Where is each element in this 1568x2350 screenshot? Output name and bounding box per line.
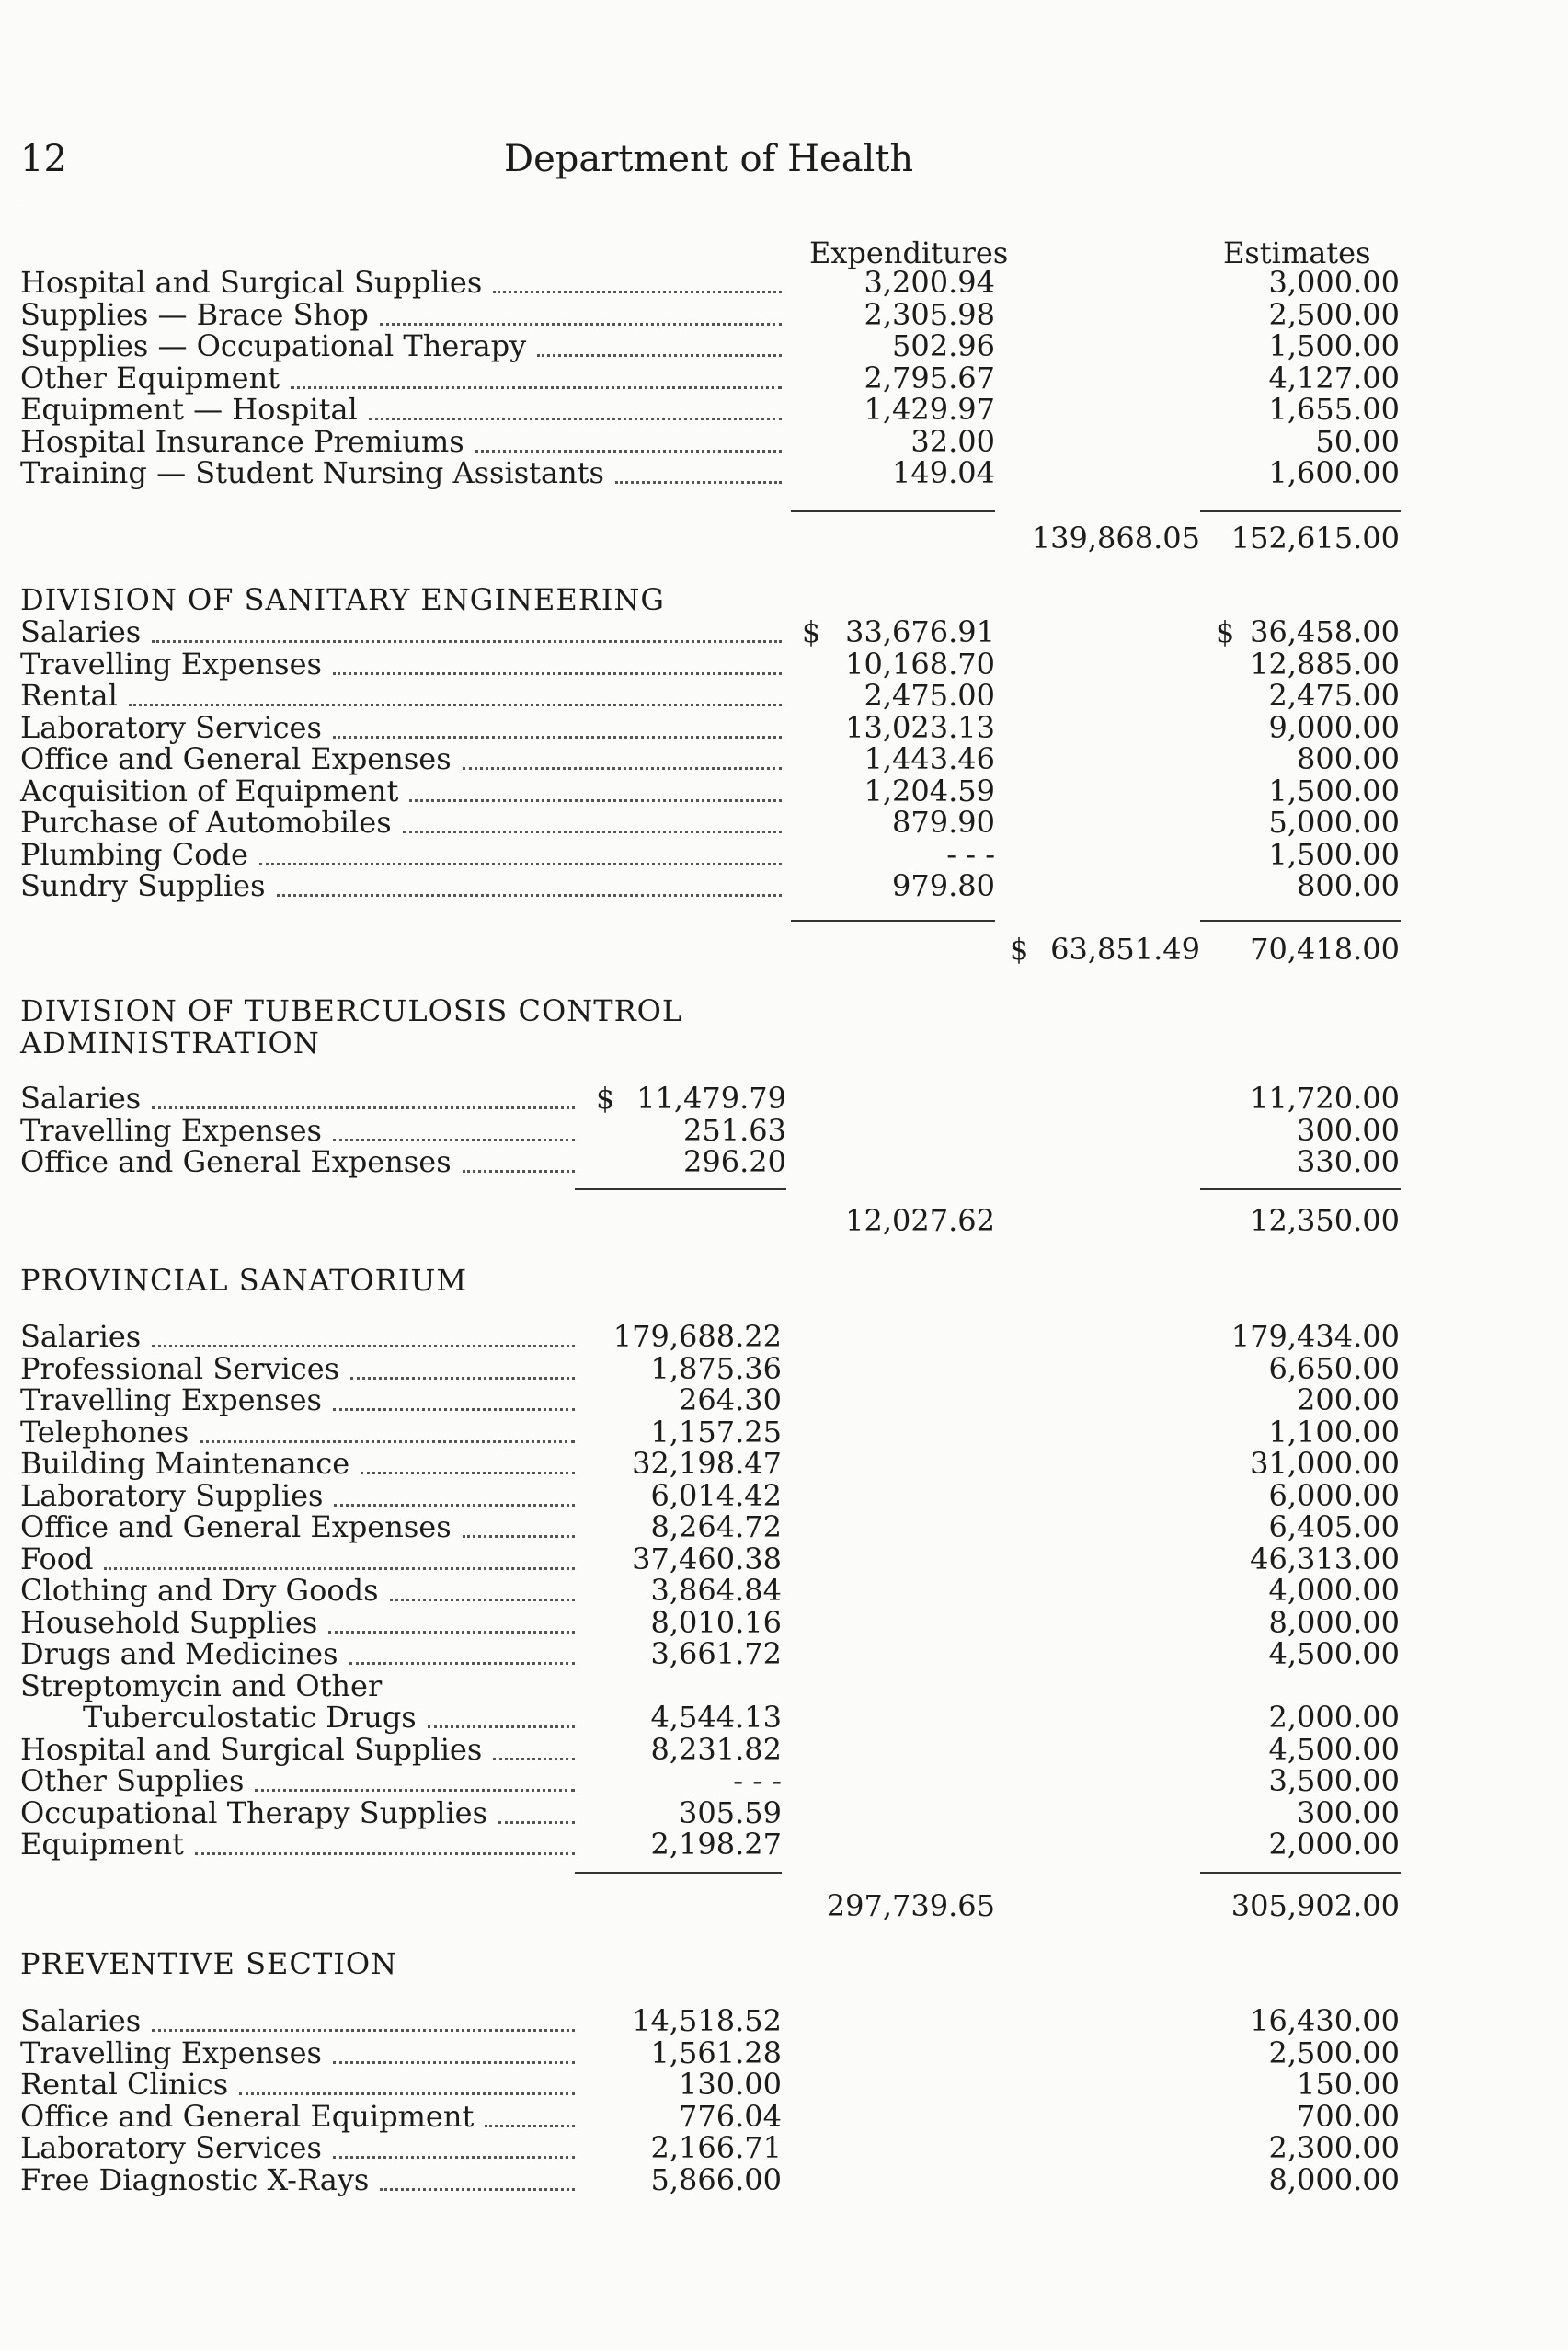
- line-item-label: Salaries: [20, 1319, 142, 1354]
- line-item-label: Office and General Expenses: [20, 741, 452, 776]
- leader-dots: [333, 736, 782, 739]
- leader-dots: [390, 1599, 575, 1601]
- expenditure-value: 130.00: [679, 2067, 782, 2102]
- leader-dots: [409, 799, 782, 802]
- expenditure-value: 1,429.97: [864, 392, 995, 427]
- estimate-total: 12,350.00: [1250, 1203, 1400, 1238]
- estimate-value: 2,475.00: [1268, 678, 1400, 713]
- leader-dots: [463, 1535, 575, 1538]
- leader-dots: [369, 418, 782, 420]
- line-item-label: Plumbing Code: [20, 837, 248, 872]
- leader-dots: [328, 1631, 575, 1634]
- line-item-label: Equipment: [20, 1827, 184, 1862]
- section-title: DIVISION OF SANITARY ENGINEERING: [20, 582, 665, 617]
- leader-dots: [475, 450, 782, 453]
- estimate-value: 1,100.00: [1268, 1415, 1400, 1450]
- estimate-value: 3,500.00: [1268, 1763, 1400, 1798]
- currency-symbol: $: [596, 1081, 615, 1116]
- expenditure-value: 6,014.42: [650, 1478, 782, 1513]
- expenditure-value: 776.04: [679, 2099, 782, 2134]
- line-item-label: Rental: [20, 678, 118, 713]
- line-item-label: Travelling Expenses: [20, 1382, 322, 1417]
- line-item-label: Office and General Expenses: [20, 1509, 452, 1544]
- line-item-label: Telephones: [20, 1415, 189, 1450]
- expenditure-value: 502.96: [892, 328, 995, 363]
- expenditure-value: 8,264.72: [650, 1509, 782, 1544]
- line-item-label: Drugs and Medicines: [20, 1636, 338, 1671]
- leader-dots: [277, 894, 782, 897]
- expenditure-value: 879.90: [892, 805, 995, 840]
- line-item-label: Office and General Expenses: [20, 1144, 452, 1179]
- page-number: 12: [20, 138, 67, 180]
- estimate-value: 800.00: [1297, 868, 1400, 903]
- leader-dots: [333, 672, 782, 675]
- leader-dots: [195, 1852, 575, 1855]
- estimate-value: 4,500.00: [1268, 1636, 1400, 1671]
- leader-dots: [403, 831, 782, 833]
- expenditure-value: 11,479.79: [636, 1081, 786, 1116]
- total-rule: [1200, 1188, 1401, 1190]
- expenditure-value: 2,305.98: [864, 297, 995, 332]
- currency-symbol: $: [1010, 932, 1029, 967]
- estimate-value: 6,650.00: [1268, 1351, 1400, 1386]
- expenditure-value: 8,231.82: [650, 1732, 782, 1767]
- expenditure-total: 139,868.05: [1031, 521, 1200, 556]
- estimate-value: 6,405.00: [1268, 1509, 1400, 1544]
- leader-dots: [333, 2156, 575, 2159]
- line-item-label: Hospital and Surgical Supplies: [20, 265, 483, 300]
- leader-dots: [333, 2061, 575, 2064]
- total-rule: [1200, 510, 1401, 512]
- leader-dots: [152, 1106, 575, 1109]
- estimate-value: 2,000.00: [1268, 1827, 1400, 1862]
- expenditure-value: 8,010.16: [650, 1605, 782, 1640]
- leader-dots: [428, 1725, 575, 1728]
- line-item-label: Laboratory Services: [20, 2130, 322, 2165]
- column-header-expenditures: Expenditures: [809, 235, 1009, 270]
- estimate-value: 179,434.00: [1230, 1319, 1400, 1354]
- line-item-label: Household Supplies: [20, 1605, 318, 1640]
- line-item-label: Salaries: [20, 614, 142, 649]
- section-title: ADMINISTRATION: [20, 1026, 320, 1060]
- estimate-value: 8,000.00: [1268, 2162, 1400, 2197]
- line-item-label: Training — Student Nursing Assistants: [20, 455, 604, 490]
- expenditure-value: 3,200.94: [864, 265, 995, 300]
- estimate-value: 330.00: [1297, 1144, 1400, 1179]
- expenditure-value: 3,864.84: [650, 1573, 782, 1608]
- total-rule: [791, 920, 995, 922]
- total-rule: [791, 510, 995, 512]
- estimate-value: 31,000.00: [1250, 1446, 1400, 1481]
- expenditure-value: 4,544.13: [650, 1700, 782, 1735]
- leader-dots: [380, 323, 782, 326]
- expenditure-value: 305.59: [679, 1795, 782, 1830]
- line-item-label: Travelling Expenses: [20, 647, 322, 682]
- currency-symbol: $: [1216, 614, 1235, 649]
- leader-dots: [152, 640, 782, 643]
- leader-dots: [349, 1662, 575, 1665]
- line-item-label: Rental Clinics: [20, 2067, 229, 2102]
- leader-dots: [129, 704, 782, 706]
- line-item-label: Laboratory Services: [20, 710, 322, 745]
- leader-dots: [493, 1758, 575, 1760]
- estimate-value: 2,000.00: [1268, 1700, 1400, 1735]
- estimate-value: 2,500.00: [1268, 297, 1400, 332]
- leader-dots: [361, 1472, 575, 1474]
- leader-dots: [333, 1139, 575, 1141]
- leader-dots: [259, 863, 782, 865]
- estimate-value: 1,500.00: [1268, 837, 1400, 872]
- expenditure-value: 179,688.22: [612, 1319, 782, 1354]
- leader-dots: [380, 2188, 575, 2191]
- expenditure-value: 149.04: [892, 455, 995, 490]
- leader-dots: [291, 386, 782, 389]
- leader-dots: [493, 291, 782, 293]
- leader-dots: [498, 1821, 575, 1824]
- expenditure-value: 979.80: [892, 868, 995, 903]
- estimate-value: 1,655.00: [1268, 392, 1400, 427]
- currency-symbol: $: [802, 614, 821, 649]
- total-rule: [575, 1188, 786, 1190]
- line-item-label: Salaries: [20, 1081, 142, 1116]
- line-item-label: Office and General Equipment: [20, 2099, 475, 2134]
- estimate-value: 16,430.00: [1250, 2003, 1400, 2038]
- estimate-value: 3,000.00: [1268, 265, 1400, 300]
- estimate-value: 200.00: [1297, 1382, 1400, 1417]
- leader-dots: [152, 2029, 575, 2032]
- line-item-label: Tuberculostatic Drugs: [83, 1700, 417, 1735]
- leader-dots: [485, 2125, 575, 2127]
- leader-dots: [350, 1377, 575, 1380]
- line-item-label: Clothing and Dry Goods: [20, 1573, 379, 1608]
- estimate-total: 152,615.00: [1230, 521, 1400, 556]
- expenditure-value: 3,661.72: [650, 1636, 782, 1671]
- line-item-label: Equipment — Hospital: [20, 392, 358, 427]
- estimate-value: 300.00: [1297, 1795, 1400, 1830]
- expenditure-value: 32,198.47: [632, 1446, 782, 1481]
- expenditure-value: 33,676.91: [845, 614, 995, 649]
- line-item-label: Travelling Expenses: [20, 2035, 322, 2070]
- section-title: PROVINCIAL SANATORIUM: [20, 1263, 468, 1298]
- leader-dots: [463, 767, 782, 770]
- line-item-label: Hospital and Surgical Supplies: [20, 1732, 483, 1767]
- leader-dots: [200, 1440, 575, 1443]
- expenditure-value: 37,460.38: [632, 1542, 782, 1576]
- line-item-label: Occupational Therapy Supplies: [20, 1795, 488, 1830]
- estimate-value: 36,458.00: [1250, 614, 1400, 649]
- estimate-total: 70,418.00: [1250, 932, 1400, 967]
- line-item-label: Free Diagnostic X-Rays: [20, 2162, 370, 2197]
- estimate-value: 6,000.00: [1268, 1478, 1400, 1513]
- leader-dots: [333, 1408, 575, 1411]
- estimate-value: 5,000.00: [1268, 805, 1400, 840]
- estimate-value: 9,000.00: [1268, 710, 1400, 745]
- expenditure-value: 1,157.25: [650, 1415, 782, 1450]
- estimate-value: 2,300.00: [1268, 2130, 1400, 2165]
- estimate-value: 12,885.00: [1250, 647, 1400, 682]
- section-title: PREVENTIVE SECTION: [20, 1946, 398, 1981]
- estimate-value: 150.00: [1297, 2067, 1400, 2102]
- estimate-value: 8,000.00: [1268, 1605, 1400, 1640]
- line-item-label: Streptomycin and Other: [20, 1668, 383, 1703]
- line-item-label: Purchase of Automobiles: [20, 805, 392, 840]
- total-rule: [575, 1872, 782, 1874]
- line-item-label: Food: [20, 1542, 94, 1576]
- line-item-label: Supplies — Brace Shop: [20, 297, 369, 332]
- leader-dots: [239, 2092, 575, 2095]
- expenditure-total: 297,739.65: [826, 1888, 995, 1923]
- line-item-label: Other Supplies: [20, 1763, 245, 1798]
- leader-dots: [463, 1170, 575, 1173]
- leader-dots: [104, 1567, 575, 1570]
- estimate-value: 1,500.00: [1268, 328, 1400, 363]
- expenditure-value: 1,561.28: [650, 2035, 782, 2070]
- section-title: DIVISION OF TUBERCULOSIS CONTROL: [20, 993, 683, 1028]
- expenditure-value: 2,475.00: [864, 678, 995, 713]
- expenditure-value: 251.63: [683, 1113, 786, 1148]
- expenditure-value: 1,443.46: [864, 741, 995, 776]
- column-header-estimates: Estimates: [1223, 235, 1371, 270]
- line-item-label: Sundry Supplies: [20, 868, 266, 903]
- estimate-value: 700.00: [1297, 2099, 1400, 2134]
- estimate-total: 305,902.00: [1230, 1888, 1400, 1923]
- expenditure-value: 5,866.00: [650, 2162, 782, 2197]
- page-title: Department of Health: [504, 138, 914, 180]
- leader-dots: [615, 481, 782, 484]
- expenditure-total: 63,851.49: [1050, 932, 1200, 967]
- leader-dots: [537, 354, 782, 357]
- line-item-label: Supplies — Occupational Therapy: [20, 328, 527, 363]
- leader-dots: [255, 1789, 575, 1792]
- expenditure-value: 10,168.70: [845, 647, 995, 682]
- estimate-value: 50.00: [1315, 424, 1400, 459]
- line-item-label: Acquisition of Equipment: [20, 774, 399, 808]
- expenditure-value: 13,023.13: [845, 710, 995, 745]
- estimate-value: 4,127.00: [1268, 361, 1400, 395]
- estimate-value: 46,313.00: [1250, 1542, 1400, 1576]
- line-item-label: Other Equipment: [20, 361, 280, 395]
- expenditure-value: 296.20: [683, 1144, 786, 1179]
- estimate-value: 1,600.00: [1268, 455, 1400, 490]
- estimate-value: 2,500.00: [1268, 2035, 1400, 2070]
- expenditure-total: 12,027.62: [845, 1203, 995, 1238]
- estimate-value: 300.00: [1297, 1113, 1400, 1148]
- line-item-label: Professional Services: [20, 1351, 340, 1386]
- estimate-value: 800.00: [1297, 741, 1400, 776]
- expenditure-value: 1,204.59: [864, 774, 995, 808]
- line-item-label: Laboratory Supplies: [20, 1478, 324, 1513]
- expenditure-value: - - -: [733, 1763, 782, 1798]
- expenditure-value: 264.30: [679, 1382, 782, 1417]
- line-item-label: Hospital Insurance Premiums: [20, 424, 464, 459]
- expenditure-value: 2,166.71: [650, 2130, 782, 2165]
- estimate-value: 4,000.00: [1268, 1573, 1400, 1608]
- line-item-label: Building Maintenance: [20, 1446, 350, 1481]
- total-rule: [1200, 1872, 1401, 1874]
- expenditure-value: 32.00: [910, 424, 995, 459]
- leader-dots: [152, 1345, 575, 1347]
- estimate-value: 11,720.00: [1250, 1081, 1400, 1116]
- line-item-label: Salaries: [20, 2003, 142, 2038]
- leader-dots: [334, 1504, 575, 1507]
- expenditure-value: 14,518.52: [632, 2003, 782, 2038]
- expenditure-value: 1,875.36: [650, 1351, 782, 1386]
- expenditure-value: 2,198.27: [650, 1827, 782, 1862]
- total-rule: [1200, 920, 1401, 922]
- expenditure-value: 2,795.67: [864, 361, 995, 395]
- estimate-value: 4,500.00: [1268, 1732, 1400, 1767]
- estimate-value: 1,500.00: [1268, 774, 1400, 808]
- line-item-label: Travelling Expenses: [20, 1113, 322, 1148]
- expenditure-value: - - -: [946, 837, 995, 872]
